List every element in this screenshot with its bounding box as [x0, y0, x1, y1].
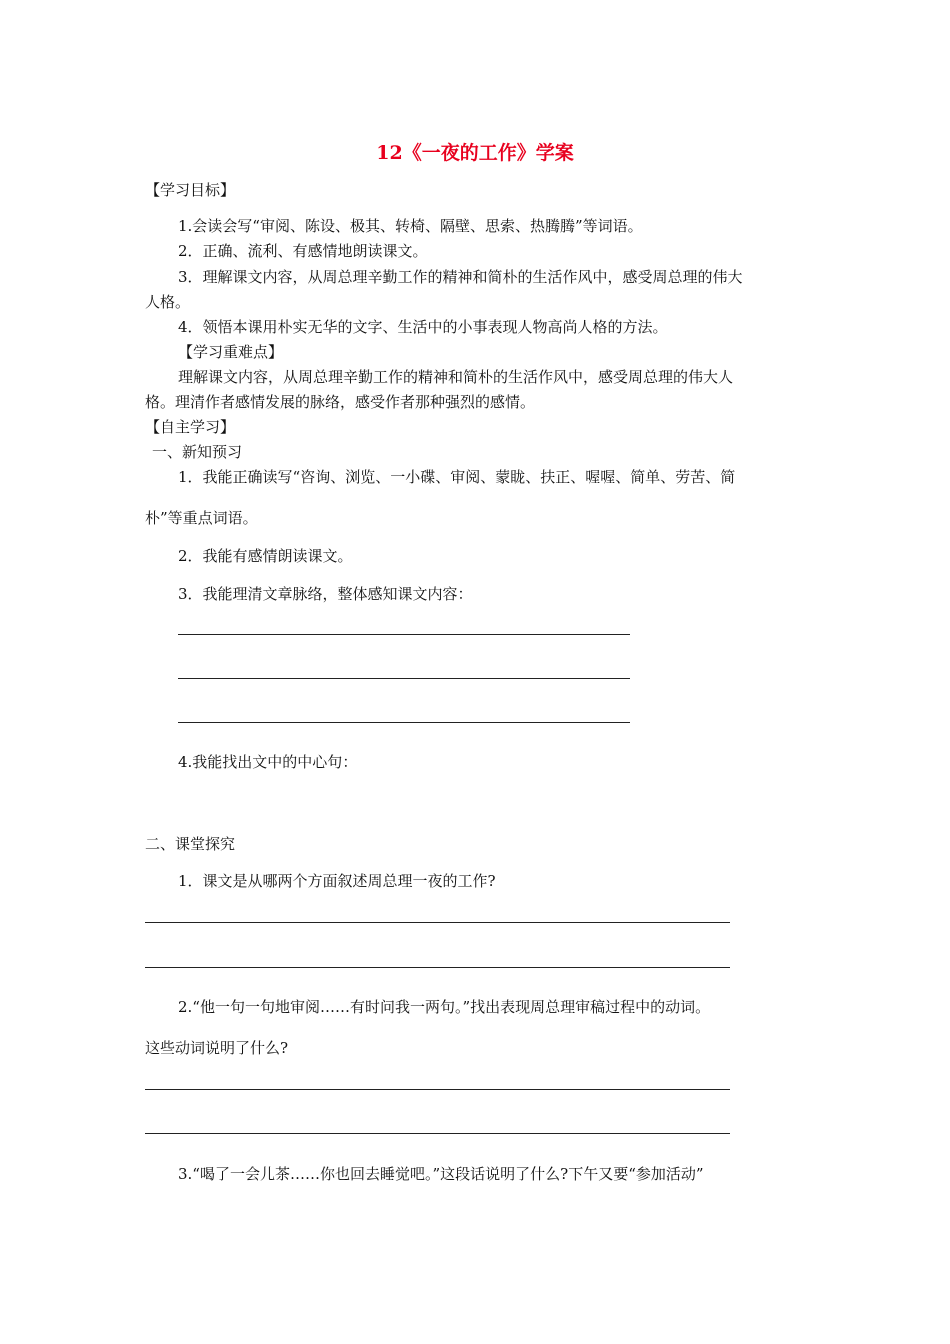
objective-item: 1.会读会写“审阅、陈设、极其、转椅、隔壁、思索、热腾腾”等词语。	[178, 217, 643, 235]
objective-item: 3．理解课文内容，从周总理辛勤工作的精神和简朴的生活作风中，感受周总理的伟大	[178, 268, 743, 286]
answer-line[interactable]	[145, 967, 730, 968]
answer-line[interactable]	[145, 1133, 730, 1134]
question-text: 3．我能理清文章脉络，整体感知课文内容：	[178, 585, 473, 603]
question-text: 1．课文是从哪两个方面叙述周总理一夜的工作?	[178, 872, 496, 890]
question-text: 1．我能正确读写“咨询、浏览、一小碟、审阅、蒙眬、扶正、喔喔、简单、劳苦、简	[178, 468, 736, 486]
page-title: 12《一夜的工作》学案	[376, 142, 574, 164]
objective-item: 2．正确、流利、有感情地朗读课文。	[178, 242, 428, 260]
section-heading: 一、新知预习	[152, 443, 243, 461]
key-points-line: 理解课文内容，从周总理辛勤工作的精神和简朴的生活作风中，感受周总理的伟大人	[178, 368, 734, 386]
self-study-heading: 【自主学习】	[145, 418, 236, 436]
objectives-heading: 【学习目标】	[145, 181, 236, 199]
objective-item: 人格。	[145, 293, 191, 311]
section-heading: 二、课堂探究	[145, 835, 236, 853]
answer-line[interactable]	[178, 678, 630, 679]
answer-line[interactable]	[178, 722, 630, 723]
answer-line[interactable]	[145, 922, 730, 923]
question-text: 2．我能有感情朗读课文。	[178, 547, 353, 565]
question-text: 4.我能找出文中的中心句：	[178, 753, 358, 771]
question-text: 2.“他一句一句地审阅……有时问我一两句。”找出表现周总理审稿过程中的动词。	[178, 998, 711, 1016]
key-points-heading: 【学习重难点】	[178, 343, 284, 361]
answer-line[interactable]	[145, 1089, 730, 1090]
question-text: 3.“喝了一会儿茶……你也回去睡觉吧。”这段话说明了什么?下午又要“参加活动”	[178, 1165, 704, 1183]
key-points-line: 格。理清作者感情发展的脉络，感受作者那种强烈的感情。	[145, 393, 536, 411]
objective-item: 4．领悟本课用朴实无华的文字、生活中的小事表现人物高尚人格的方法。	[178, 318, 668, 336]
question-text: 这些动词说明了什么?	[145, 1039, 289, 1057]
question-text: 朴”等重点词语。	[145, 509, 258, 527]
answer-line[interactable]	[178, 634, 630, 635]
